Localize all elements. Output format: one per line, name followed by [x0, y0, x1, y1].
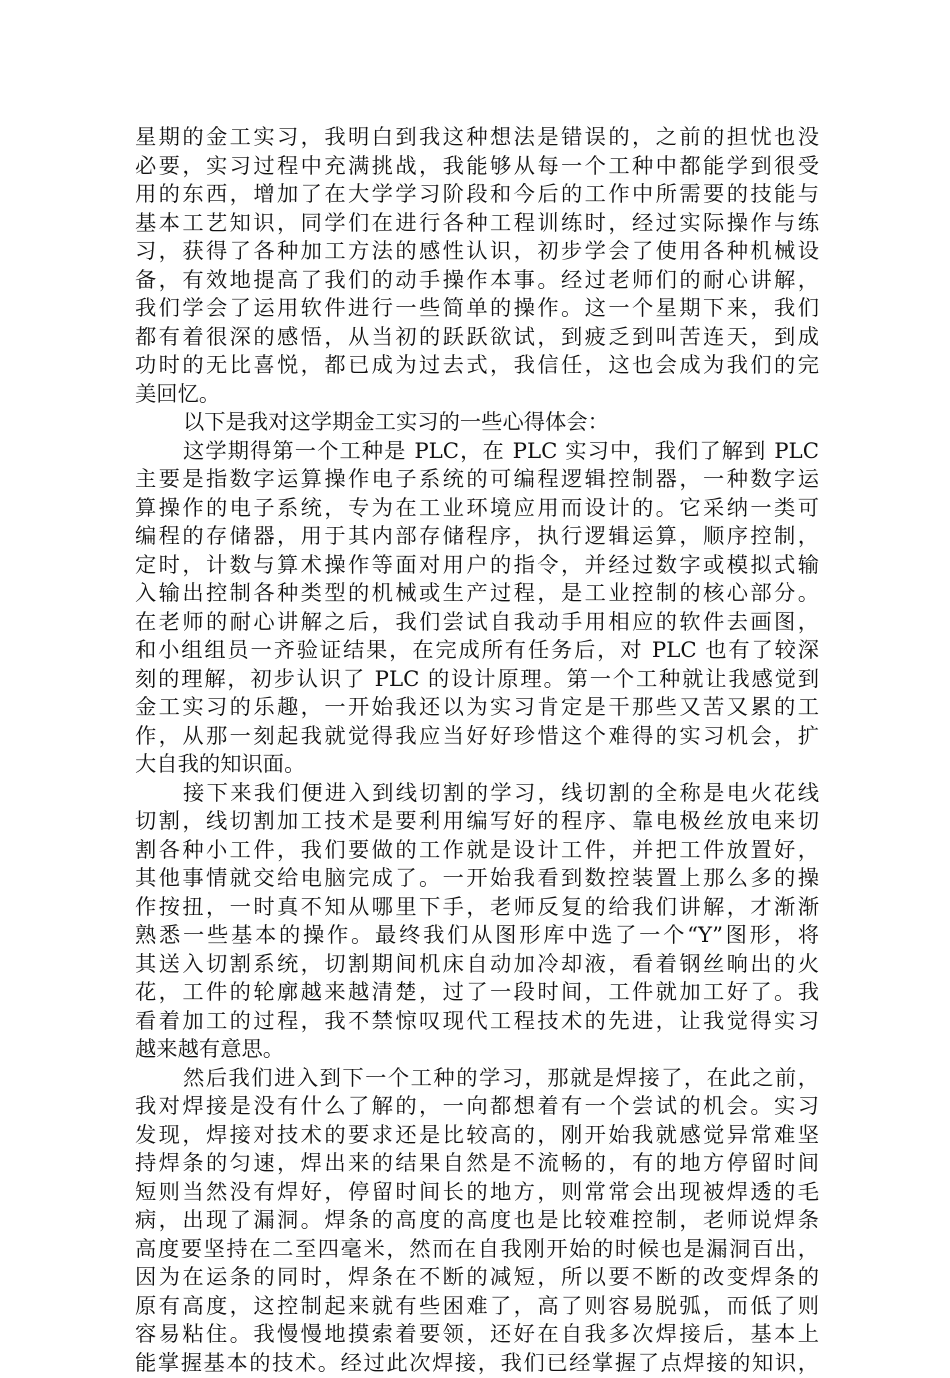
- text-line: 以下是我对这学期金工实习的一些心得体会：: [135, 409, 819, 438]
- text-line: 能掌握基本的技术。经过此次焊接，我们已经掌握了点焊接的知识，: [135, 1350, 819, 1378]
- text-line: 原有高度，这控制起来就有些困难了，高了则容易脱弧，而低了则: [135, 1293, 819, 1322]
- document-body: [135, 124, 819, 1378]
- document-page: [135, 124, 819, 1378]
- text-line: 定时，计数与算术操作等面对用户的指令，并经过数字或模拟式输: [135, 552, 819, 581]
- text-line: 病，出现了漏洞。焊条的高度的高度也是比较难控制，老师说焊条: [135, 1207, 819, 1236]
- text-line: 容易粘住。我慢慢地摸索着要领，还好在自我多次焊接后，基本上: [135, 1321, 819, 1350]
- text-line: 备，有效地提高了我们的动手操作本事。经过老师们的耐心讲解，: [135, 267, 819, 296]
- text-line: 习，获得了各种加工方法的感性认识，初步学会了使用各种机械设: [135, 238, 819, 267]
- text-line: 主要是指数字运算操作电子系统的可编程逻辑控制器，一种数字运: [135, 466, 819, 495]
- text-line: 入输出控制各种类型的机械或生产过程，是工业控制的核心部分。: [135, 580, 819, 609]
- text-line: 切割，线切割加工技术是要利用编写好的程序、靠电极丝放电来切: [135, 808, 819, 837]
- text-line: 花，工件的轮廓越来越清楚，过了一段时间，工件就加工好了。我: [135, 979, 819, 1008]
- text-line: 刻的理解，初步认识了 PLC 的设计原理。第一个工种就让我感觉到: [135, 666, 819, 695]
- text-line: 用的东西，增加了在大学学习阶段和今后的工作中所需要的技能与: [135, 181, 819, 210]
- paragraph: [135, 124, 819, 409]
- text-line: 作按扭，一时真不知从哪里下手，老师反复的给我们讲解，才渐渐: [135, 894, 819, 923]
- text-line: 高度要坚持在二至四毫米，然而在自我刚开始的时候也是漏洞百出，: [135, 1236, 819, 1265]
- text-line: 基本工艺知识，同学们在进行各种工程训练时，经过实际操作与练: [135, 210, 819, 239]
- text-line: 然后我们进入到下一个工种的学习，那就是焊接了，在此之前，: [135, 1065, 819, 1094]
- text-line: 金工实习的乐趣，一开始我还以为实习肯定是干那些又苦又累的工: [135, 694, 819, 723]
- text-line: 熟悉一些基本的操作。最终我们从图形库中选了一个“Y”图形，将: [135, 922, 819, 951]
- text-line: 接下来我们便进入到线切割的学习，线切割的全称是电火花线: [135, 780, 819, 809]
- text-line: 作，从那一刻起我就觉得我应当好好珍惜这个难得的实习机会，扩: [135, 723, 819, 752]
- text-line: 发现，焊接对技术的要求还是比较高的，刚开始我就感觉异常难坚: [135, 1122, 819, 1151]
- text-line: 越来越有意思。: [135, 1036, 819, 1065]
- text-line: 其送入切割系统，切割期间机床自动加冷却液，看着钢丝晌出的火: [135, 951, 819, 980]
- text-line: 持焊条的匀速，焊出来的结果自然是不流畅的，有的地方停留时间: [135, 1150, 819, 1179]
- text-line: 编程的存储器，用于其内部存储程序，执行逻辑运算，顺序控制，: [135, 523, 819, 552]
- text-line: 短则当然没有焊好，停留时间长的地方，则常常会出现被焊透的毛: [135, 1179, 819, 1208]
- text-line: 在老师的耐心讲解之后，我们尝试自我动手用相应的软件去画图，: [135, 609, 819, 638]
- paragraph: [135, 780, 819, 1065]
- paragraph: [135, 1065, 819, 1378]
- text-line: 算操作的电子系统，专为在工业环境应用而设计的。它采纳一类可: [135, 495, 819, 524]
- text-line: 看着加工的过程，我不禁惊叹现代工程技术的先进，让我觉得实习: [135, 1008, 819, 1037]
- text-line: 其他事情就交给电脑完成了。一开始我看到数控装置上那么多的操: [135, 865, 819, 894]
- text-line: 都有着很深的感悟，从当初的跃跃欲试，到疲乏到叫苦连天，到成: [135, 324, 819, 353]
- paragraph: [135, 409, 819, 438]
- text-line: 割各种小工件，我们要做的工作就是设计工件，并把工件放置好，: [135, 837, 819, 866]
- text-line: 因为在运条的同时，焊条在不断的减短，所以要不断的改变焊条的: [135, 1264, 819, 1293]
- text-line: 我对焊接是没有什么了解的，一向都想着有一个尝试的机会。实习: [135, 1093, 819, 1122]
- text-line: 我们学会了运用软件进行一些简单的操作。这一个星期下来，我们: [135, 295, 819, 324]
- paragraph: [135, 438, 819, 780]
- text-line: 必要，实习过程中充满挑战，我能够从每一个工种中都能学到很受: [135, 153, 819, 182]
- text-line: 星期的金工实习，我明白到我这种想法是错误的，之前的担忧也没: [135, 124, 819, 153]
- text-line: 功时的无比喜悦，都已成为过去式，我信任，这也会成为我们的完: [135, 352, 819, 381]
- text-line: 这学期得第一个工种是 PLC，在 PLC 实习中，我们了解到 PLC: [135, 438, 819, 467]
- text-line: 大自我的知识面。: [135, 751, 819, 780]
- text-line: 美回忆。: [135, 381, 819, 410]
- text-line: 和小组组员一齐验证结果，在完成所有任务后，对 PLC 也有了较深: [135, 637, 819, 666]
